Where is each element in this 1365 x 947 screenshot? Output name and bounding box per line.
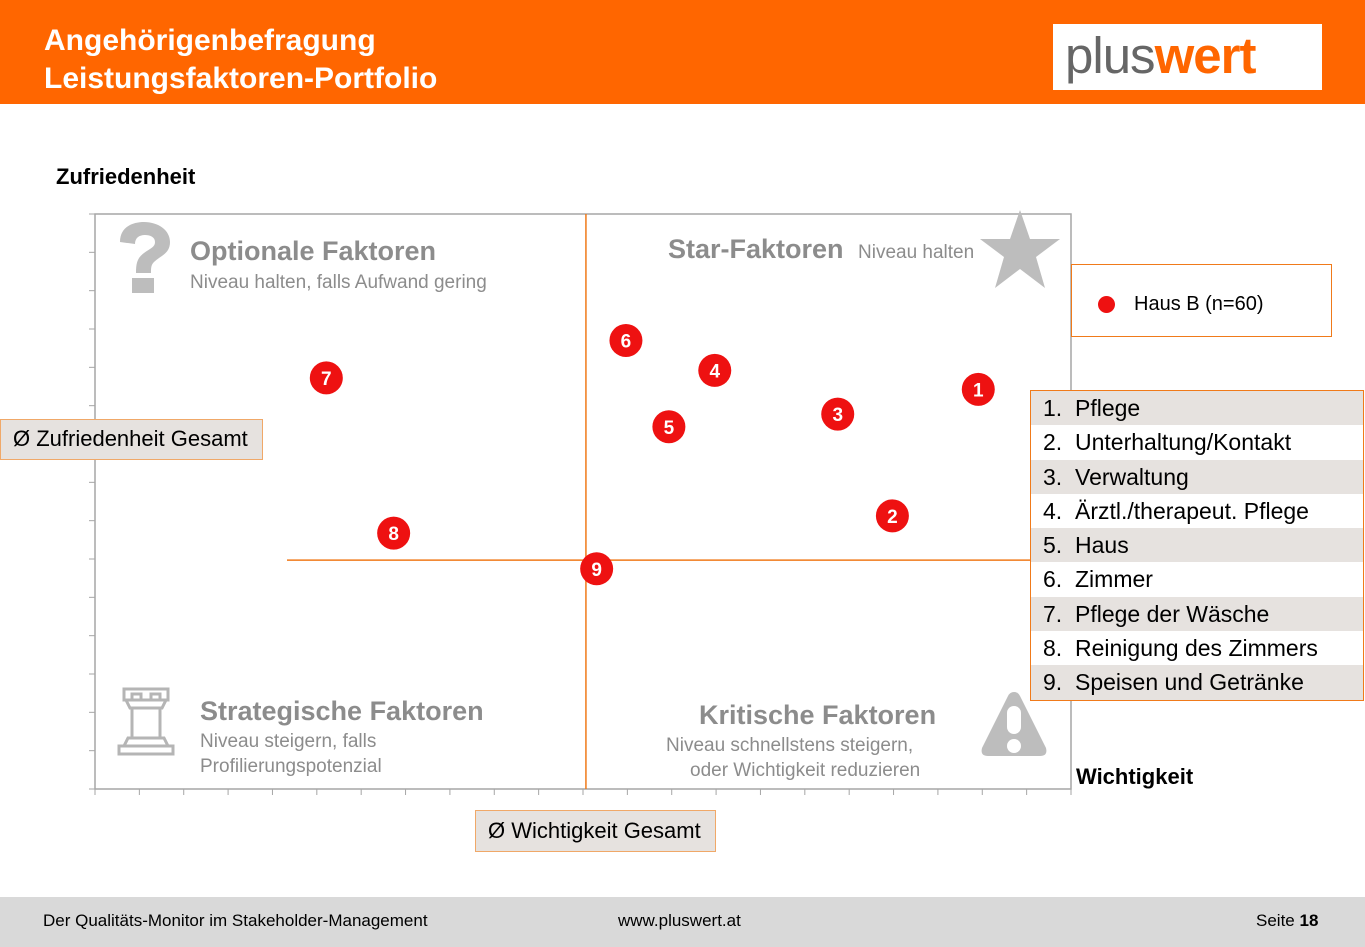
data-point-label: 6 <box>620 331 632 353</box>
factor-number: 2. <box>1043 429 1063 456</box>
star-icon <box>978 208 1062 290</box>
list-item <box>1031 528 1363 562</box>
factor-name: Verwaltung <box>1075 463 1189 490</box>
quadrant-title-critical: Kritische Faktoren <box>699 700 937 730</box>
footer-tagline: Der Qualitäts-Monitor im Stakeholder-Management <box>43 911 428 930</box>
data-point-label: 9 <box>591 559 602 581</box>
list-item <box>1031 391 1363 425</box>
data-point-label: 4 <box>709 361 721 383</box>
factor-name: Unterhaltung/Kontakt <box>1075 429 1292 456</box>
footer-website: www.pluswert.at <box>618 911 741 930</box>
factor-name: Speisen und Getränke <box>1075 669 1304 696</box>
chart-legend <box>1071 264 1332 337</box>
logo-text-wert: wert <box>1154 27 1256 84</box>
factor-number: 5. <box>1043 532 1063 559</box>
factor-name: Haus <box>1075 532 1129 559</box>
factor-list <box>1030 390 1364 701</box>
data-point-label: 3 <box>832 405 844 427</box>
factor-name: Pflege <box>1075 395 1141 421</box>
quadrant-title-optional: Optionale Faktoren <box>190 236 437 266</box>
quadrant-subtitle-critical-2: oder Wichtigkeit reduzieren <box>690 760 921 781</box>
list-item <box>1031 425 1363 459</box>
factor-number: 8. <box>1043 635 1063 662</box>
legend-label: Haus B (n=60) <box>1134 293 1264 315</box>
factor-number: 7. <box>1043 600 1063 627</box>
list-item <box>1031 597 1363 631</box>
quadrant-subtitle-critical-1: Niveau schnellstens steigern, <box>666 735 914 756</box>
y-axis-label: Zufriedenheit <box>56 164 196 189</box>
title-line-1: Angehörigenbefragung <box>44 24 376 57</box>
list-item <box>1031 460 1363 494</box>
page-number-prefix: Seite <box>1256 911 1295 930</box>
page-number-value: 18 <box>1299 911 1319 930</box>
factor-number: 1. <box>1043 395 1063 421</box>
average-importance-label: Ø Wichtigkeit Gesamt <box>488 818 701 843</box>
legend-marker <box>1098 296 1115 313</box>
quadrant-subtitle-strategic-2: Profilierungspotenzial <box>200 756 382 777</box>
factor-name: Ärztl./therapeut. Pflege <box>1075 497 1309 524</box>
question-mark-icon <box>114 220 174 296</box>
factor-name: Pflege der Wäsche <box>1075 600 1270 627</box>
x-axis-label: Wichtigkeit <box>1076 764 1194 789</box>
list-item <box>1031 631 1363 665</box>
list-item <box>1031 665 1363 699</box>
factor-number: 4. <box>1043 497 1063 524</box>
factor-name: Zimmer <box>1075 566 1153 593</box>
factor-number: 6. <box>1043 566 1063 593</box>
footer-bar <box>0 897 1365 947</box>
data-point-label: 1 <box>972 380 984 402</box>
quadrant-subtitle-star: Niveau halten <box>858 242 975 263</box>
data-point-label: 5 <box>663 417 675 439</box>
average-satisfaction-label: Ø Zufriedenheit Gesamt <box>13 426 248 451</box>
quadrant-title-star: Star-Faktoren <box>668 234 844 264</box>
chess-rook-icon <box>114 686 178 758</box>
title-line-2: Leistungsfaktoren-Portfolio <box>44 62 438 95</box>
average-importance-box <box>475 810 716 852</box>
list-item <box>1031 494 1363 528</box>
factor-number: 3. <box>1043 463 1063 490</box>
data-point-label: 8 <box>388 524 399 546</box>
factor-name: Reinigung des Zimmers <box>1075 635 1318 662</box>
quadrant-subtitle-optional: Niveau halten, falls Aufwand gering <box>190 272 487 293</box>
quadrant-title-strategic: Strategische Faktoren <box>200 696 484 726</box>
data-point-label: 2 <box>887 506 898 528</box>
factor-number: 9. <box>1043 669 1063 696</box>
data-point-label: 7 <box>321 368 332 390</box>
list-item <box>1031 562 1363 596</box>
page-number <box>1256 911 1318 931</box>
average-satisfaction-box <box>0 419 263 460</box>
logo-text-plus: plus <box>1065 27 1155 84</box>
quadrant-subtitle-strategic-1: Niveau steigern, falls <box>200 731 377 752</box>
